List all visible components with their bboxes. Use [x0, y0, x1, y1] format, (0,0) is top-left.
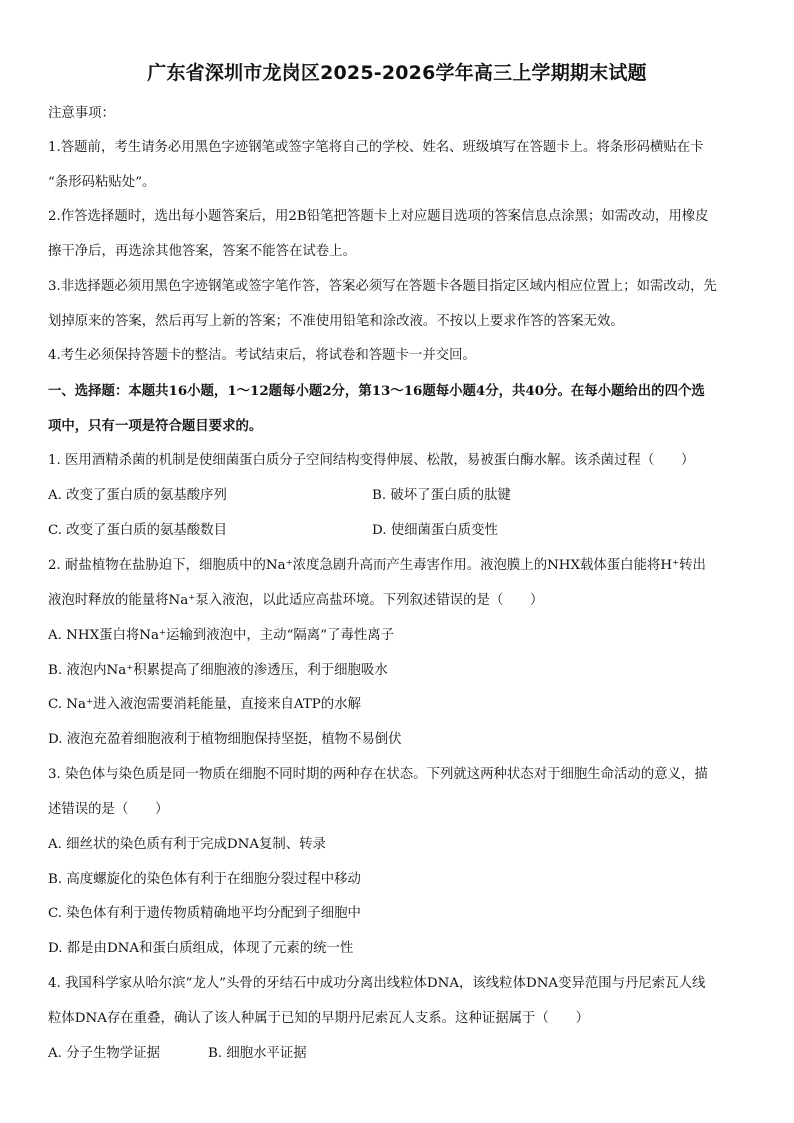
question-3-option-c: C. 染色体有利于遗传物质精确地平均分配到子细胞中: [48, 906, 361, 921]
section-heading-cont: 项中，只有一项是符合题目要求的。: [48, 418, 263, 434]
question-4-stem-cont: 粒体DNA存在重叠，确认了该人种属于已知的早期丹尼索瓦人支系。这种证据属于（ ）: [48, 1011, 589, 1026]
notice-item-4: 4.考生必须保持答题卡的整洁。考试结束后，将试卷和答题卡一并交回。: [48, 348, 476, 363]
notice-item-1: 1.答题前，考生请务必用黑色字迹钢笔或签字笔将自己的学校、姓名、班级填写在答题卡上。将条形码横贴在卡: [48, 140, 704, 155]
question-1-option-a: A. 改变了蛋白质的氨基酸序列: [48, 488, 227, 503]
notice-item-2-cont: 擦干净后，再选涂其他答案，答案不能答在试卷上。: [48, 244, 356, 259]
question-4-option-b: B. 细胞水平证据: [208, 1046, 307, 1061]
question-2-option-d: D. 液泡充盈着细胞液利于植物细胞保持坚挺，植物不易倒伏: [48, 732, 402, 747]
question-2-option-a: A. NHX蛋白将Na⁺运输到液泡中，主动“隔离”了毒性离子: [48, 628, 394, 643]
question-2-option-b: B. 液泡内Na⁺积累提高了细胞液的渗透压，利于细胞吸水: [48, 663, 388, 678]
section-heading: 一、选择题：本题共16小题，1～12题每小题2分，第13～16题每小题4分，共40分。在每小题给出的四个选: [48, 383, 705, 399]
question-1-option-c: C. 改变了蛋白质的氨基酸数目: [48, 523, 227, 538]
question-2-stem: 2. 耐盐植物在盐胁迫下，细胞质中的Na⁺浓度急剧升高而产生毒害作用。液泡膜上的NHX载体蛋白能将H⁺转出: [48, 558, 706, 573]
question-3-option-b: B. 高度螺旋化的染色体有利于在细胞分裂过程中移动: [48, 872, 361, 887]
notice-item-3-cont: 划掉原来的答案，然后再写上新的答案；不准使用铅笔和涂改液。不按以上要求作答的答案无效。: [48, 314, 624, 329]
question-1-stem: 1. 医用酒精杀菌的机制是使细菌蛋白质分子空间结构变得伸展、松散，易被蛋白酶水解。该杀菌过程（ ）: [48, 453, 695, 468]
notice-heading: 注意事项：: [48, 106, 115, 121]
notice-item-2: 2.作答选择题时，选出每小题答案后，用2B铅笔把答题卡上对应题目选项的答案信息点涂黑；如需改动，用橡皮: [48, 209, 709, 224]
question-3-stem-cont: 述错误的是（ ）: [48, 802, 169, 817]
question-1-option-d: D. 使细菌蛋白质变性: [372, 523, 498, 538]
question-3-stem: 3. 染色体与染色质是同一物质在细胞不同时期的两种存在状态。下列就这两种状态对于细胞生命活动的意义，描: [48, 767, 708, 782]
question-3-option-a: A. 细丝状的染色质有利于完成DNA复制、转录: [48, 837, 326, 852]
question-4-stem: 4. 我国科学家从哈尔滨“龙人”头骨的牙结石中成功分离出线粒体DNA，该线粒体DNA变异范围与丹尼索瓦人线: [48, 976, 706, 991]
question-3-option-d: D. 都是由DNA和蛋白质组成，体现了元素的统一性: [48, 941, 354, 956]
notice-item-1-cont: “条形码粘贴处”。: [48, 175, 156, 190]
page-title: 广东省深圳市龙岗区2025-2026学年高三上学期期末试题: [147, 62, 647, 84]
question-2-stem-cont: 液泡时释放的能量将Na⁺泵入液泡，以此适应高盐环境。下列叙述错误的是（ ）: [48, 593, 544, 608]
notice-item-3: 3.非选择题必须用黑色字迹钢笔或签字笔作答，答案必须写在答题卡各题目指定区域内相应位置上；如需改动，先: [48, 279, 717, 294]
question-2-option-c: C. Na⁺进入液泡需要消耗能量，直接来自ATP的水解: [48, 697, 361, 712]
question-1-option-b: B. 破坏了蛋白质的肽键: [372, 488, 511, 503]
question-4-option-a: A. 分子生物学证据: [48, 1046, 160, 1061]
